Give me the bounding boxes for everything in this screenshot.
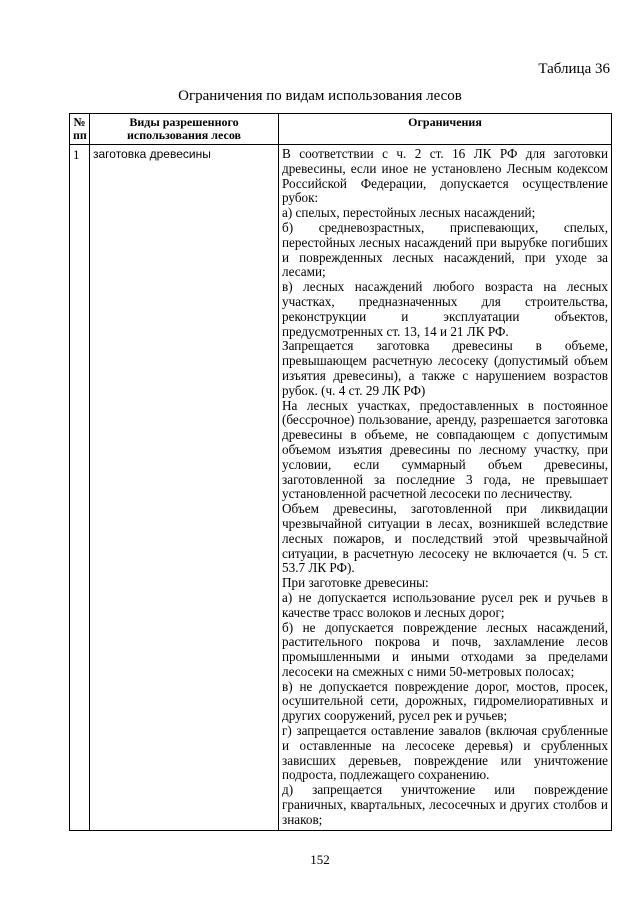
table-row: [70, 145, 612, 831]
restriction-paragraph: в) лесных насаждений любого возраста на лесных участках, предназначенных для строительства, реконструкции и эксплуатации объектов, предусмотренных ст. 13, 14 и 21 ЛК РФ.: [282, 279, 608, 339]
header-number: № пп: [70, 114, 90, 145]
page-number: 152: [310, 852, 330, 867]
restriction-paragraph: Запрещается заготовка древесины в объеме, превышающем расчетную лесосеку (допустимый объем изъятия древесины), а также с нарушением возрастов рубок. (ч. 4 ст. 29 ЛК РФ): [282, 338, 608, 398]
restriction-paragraph: На лесных участках, предоставленных в постоянное (бессрочное) пользование, аренду, разрешается заготовка древесины в объеме, не совпадающем с допустимым объемом изъятия древесины по лесному участку, при условии, если суммарный объем древесины, заготовленной за последние 3 года, не превышает установленной расчетной лесосеки по лесничеству.: [282, 397, 608, 502]
restriction-paragraph: д) запрещается уничтожение или повреждение граничных, квартальных, лесосечных и других столбов и знаков;: [282, 782, 608, 827]
row-restrictions: [279, 145, 612, 831]
header-usage-kind: Виды разрешенного использования лесов: [90, 114, 279, 145]
restriction-paragraph: а) не допускается использование русел рек и ручьев в качестве трасс волоков и лесных дорог;: [282, 589, 608, 620]
restrictions-table: [69, 113, 612, 831]
row-number: 1: [70, 145, 90, 831]
restriction-paragraph: а) спелых, перестойных лесных насаждений;: [282, 205, 536, 221]
table-title: Ограничения по видам использования лесов: [178, 88, 462, 104]
restriction-paragraph: б) не допускается повреждение лесных насаждений, растительного покрова и почв, захламление лесов промышленными и иными отходами за пределами лесосеки на смежных с ними 50-метровых полосах;: [282, 619, 608, 679]
restriction-paragraph: б) средневозрастных, приспевающих, спелых, перестойных лесных насаждений при вырубке погибших и поврежденных лесных насаждений, при уходе за лесами;: [282, 219, 608, 280]
table-header-row: [70, 114, 612, 145]
restriction-paragraph: В соответствии с ч. 2 ст. 16 ЛК РФ для заготовки древесины, если иное не установлено Лесным кодексом Российской Федерации, допускается осуществление рубок:: [282, 146, 608, 206]
restriction-paragraph: При заготовке древесины:: [282, 575, 429, 591]
header-restrictions: Ограничения: [279, 114, 612, 145]
table-caption: Таблица 36: [538, 61, 610, 77]
restriction-paragraph: Объем древесины, заготовленной при ликвидации чрезвычайной ситуации в лесах, возникшей вследствие лесных пожаров, и последствий этой чрезвычайной ситуации, в расчетную лесосеку не включается (ч. 5 ст. 53.7 ЛК РФ).: [282, 501, 608, 576]
restriction-paragraph: в) не допускается повреждение дорог, мостов, просек, осушительной сети, дорожных, гидромелиоративных и других сооружений, русел рек и ручьев;: [282, 678, 608, 724]
restriction-paragraph: г) запрещается оставление завалов (включая срубленные и оставленные на лесосеке деревья) и срубленных зависших деревьев, повреждение или уничтожение подроста, подлежащего сохранению.: [282, 723, 608, 783]
row-usage-kind: заготовка древесины: [90, 145, 279, 831]
